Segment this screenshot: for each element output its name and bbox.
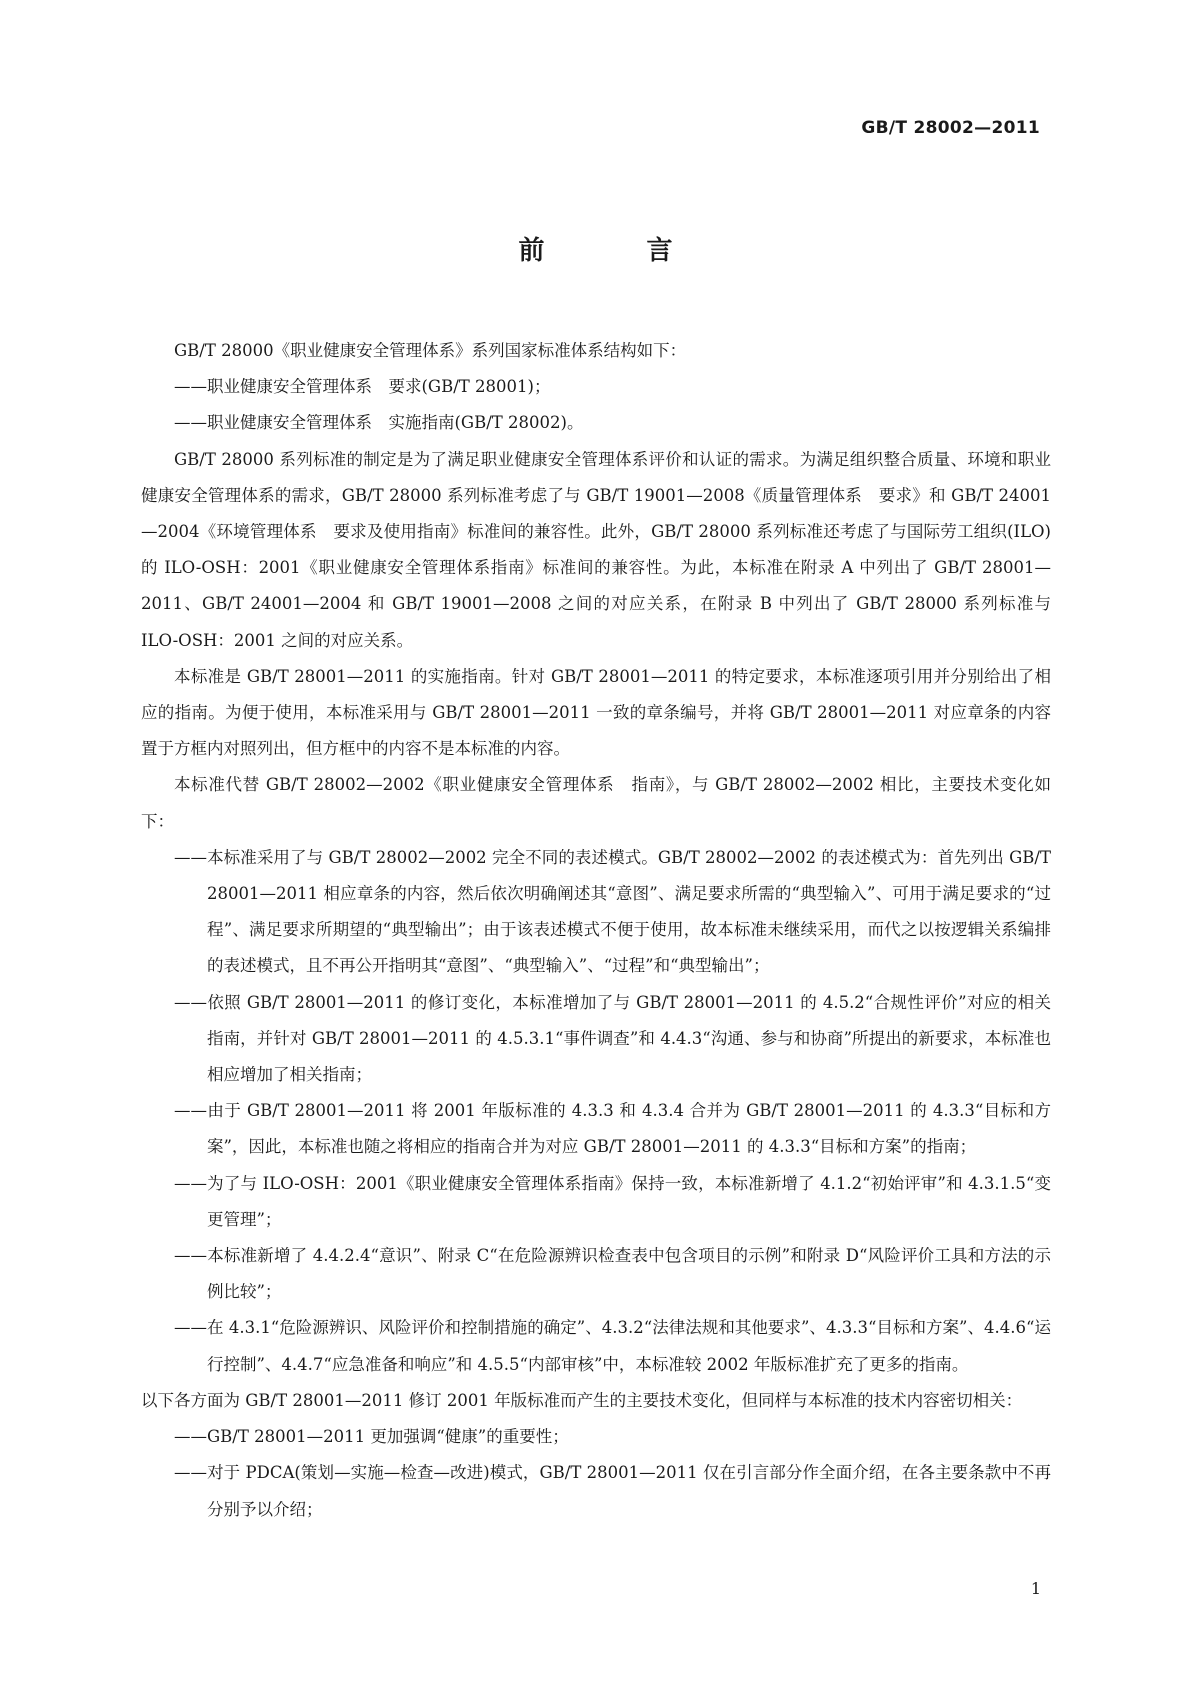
list-item: ——职业健康安全管理体系 要求(GB/T 28001)； — [174, 377, 551, 397]
paragraph: GB/T 28000 系列标准的制定是为了满足职业健康安全管理体系评价和认证的需求。为满足组织整合质量、环境和职业健康安全管理体系的需求，GB/T 28000 系列标准考虑了与 GB/T 19001—2008《质量管理体系 要求》和 GB/T 24001—2004《环境管理体系 要求及使用指南》标准间的兼容性。此外，GB/T 28000 系列标准还考虑了与国际劳工组织(ILO)的 ILO-OSH：2001《职业健康安全管理体系指南》标准间的兼容性。为此，本标准在附录 A 中列出了 GB/T 28001—2011、GB/T 24001—2004 和 GB/T 19001—2008 之间的对应关系，在附录 B 中列出了 GB/T 28000 系列标准与 ILO-OSH：2001 之间的对应关系。 — [141, 449, 1051, 650]
document-body — [141, 333, 1051, 1528]
standard-code: GB/T 28002—2011 — [861, 118, 1040, 138]
list-item: ——由于 GB/T 28001—2011 将 2001 年版标准的 4.3.3 和 4.3.4 合并为 GB/T 28001—2011 的 4.3.3“目标和方案”，因此，本标准也随之将相应的指南合并为对应 GB/T 28001—2011 的 4.3.3“目标和方案”的指南； — [174, 1101, 1051, 1157]
paragraph: GB/T 28000《职业健康安全管理体系》系列国家标准体系结构如下： — [174, 341, 687, 360]
list-item: ——依照 GB/T 28001—2011 的修订变化，本标准增加了与 GB/T 28001—2011 的 4.5.2“合规性评价”对应的相关指南，并针对 GB/T 28001—2011 的 4.5.3.1“事件调查”和 4.4.3“沟通、参与和协商”所提出的新要求，本标准也相应增加了相关指南； — [174, 992, 1051, 1085]
list-item: ——对于 PDCA(策划—实施—检查—改进)模式，GB/T 28001—2011 仅在引言部分作全面介绍，在各主要条款中不再分别予以介绍； — [174, 1463, 1051, 1519]
list-item: ——GB/T 28001—2011 更加强调“健康”的重要性； — [174, 1427, 569, 1447]
paragraph: 本标准是 GB/T 28001—2011 的实施指南。针对 GB/T 28001—2011 的特定要求，本标准逐项引用并分别给出了相应的指南。为便于使用，本标准采用与 GB/T 28001—2011 一致的章条编号，并将 GB/T 28001—2011 对应章条的内容置于方框内对照列出，但方框中的内容不是本标准的内容。 — [141, 666, 1051, 759]
list-item: ——在 4.3.1“危险源辨识、风险评价和控制措施的确定”、4.3.2“法律法规和其他要求”、4.3.3“目标和方案”、4.4.6“运行控制”、4.4.7“应急准备和响应”和 4.5.5“内部审核”中，本标准较 2002 年版标准扩充了更多的指南。 — [174, 1318, 1051, 1374]
paragraph: 本标准代替 GB/T 28002—2002《职业健康安全管理体系 指南》，与 GB/T 28002—2002 相比，主要技术变化如下： — [141, 775, 1051, 831]
list-item: ——本标准采用了与 GB/T 28002—2002 完全不同的表述模式。GB/T 28002—2002 的表述模式为：首先列出 GB/T 28001—2011 相应章条的内容，然后依次明确阐述其“意图”、满足要求所需的“典型输入”、可用于满足要求的“过程”、满足要求所期望的“典型输出”；由于该表述模式不便于使用，故本标准未继续采用，而代之以按逻辑关系编排的表述模式，且不再公开指明其“意图”、“典型输入”、“过程”和“典型输出”； — [174, 847, 1051, 976]
page-number: 1 — [1030, 1579, 1041, 1598]
list-item: ——本标准新增了 4.4.2.4“意识”、附录 C“在危险源辨识检查表中包含项目的示例”和附录 D“风险评价工具和方法的示例比较”； — [174, 1246, 1051, 1302]
list-item: ——职业健康安全管理体系 实施指南(GB/T 28002)。 — [174, 413, 584, 433]
list-item: ——为了与 ILO-OSH：2001《职业健康安全管理体系指南》保持一致，本标准新增了 4.1.2“初始评审”和 4.3.1.5“变更管理”； — [174, 1173, 1051, 1229]
page-title: 前 言 — [518, 236, 711, 266]
paragraph: 以下各方面为 GB/T 28001—2011 修订 2001 年版标准而产生的主要技术变化，但同样与本标准的技术内容密切相关： — [141, 1390, 1023, 1410]
